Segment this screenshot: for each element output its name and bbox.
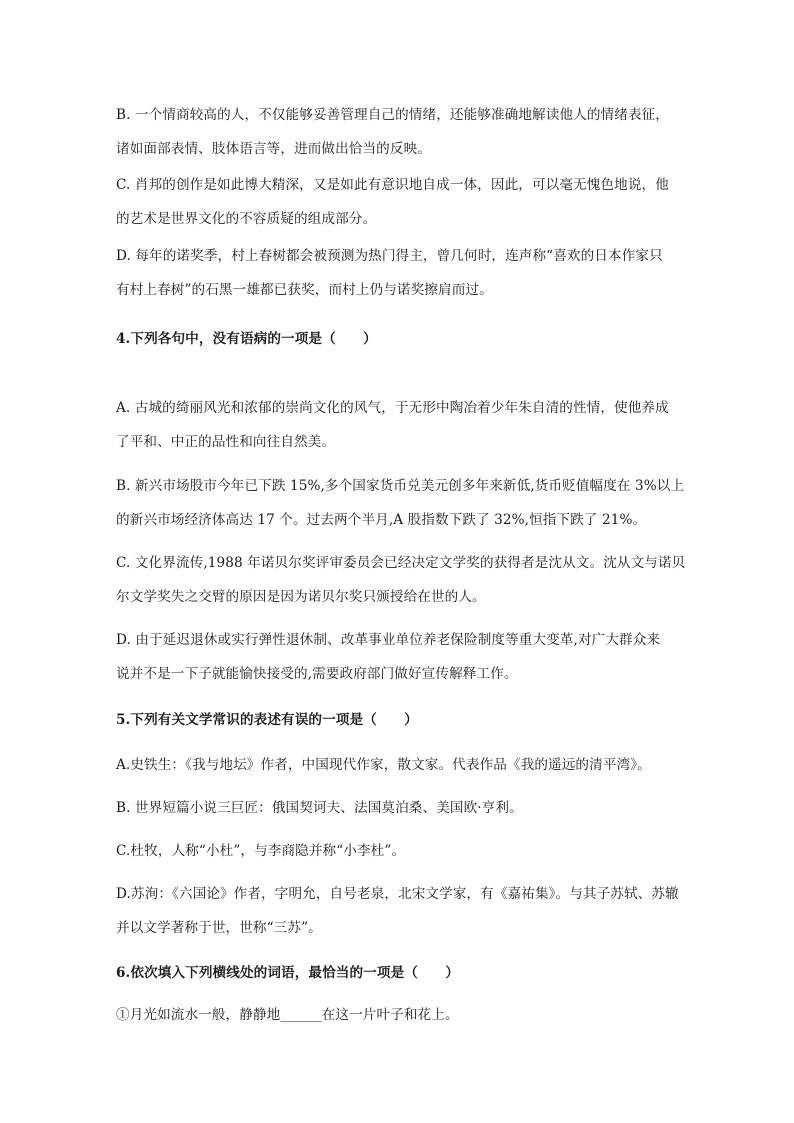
text-line: 并以文学著称于世，世称“三苏”。: [116, 920, 322, 936]
question-6-item-1: [116, 998, 682, 1032]
text-line: D. 由于延迟退休或实行弹性退休制、改革事业单位养老保险制度等重大变革,对广大群众来: [116, 632, 661, 648]
question-6-stem: [116, 956, 682, 990]
question-4-option-b: [116, 469, 685, 537]
text-line: C. 肖邦的创作是如此博大精深，又是如此有意识地自成一体，因此，可以毫无愧色地说，他: [116, 177, 669, 193]
question-5-option-a: [116, 748, 682, 782]
question-5-option-b: [116, 791, 682, 825]
text-line: 说并不是一下子就能愉快接受的,需要政府部门做好宣传解释工作。: [116, 666, 518, 682]
text-line: ①月光如流水一般，静静地______在这一片叶子和花上。: [116, 1007, 459, 1023]
text-line: 诸如面部表情、肢体语言等，进而做出恰当的反映。: [116, 141, 431, 157]
text-line: B. 世界短篇小说三巨匠：俄国契诃夫、法国莫泊桑、美国欧·亨利。: [116, 800, 523, 816]
text-line: D.苏洵：《六国论》作者，字明允，自号老泉，北宋文学家，有《嘉祐集》。与其子苏轼、苏辙: [116, 886, 679, 902]
question-5-stem: [116, 703, 682, 737]
text-line: A. 古城的绮丽风光和浓郁的崇尚文化的风气，于无形中陶冶着少年朱自清的性情，使他养成: [116, 400, 669, 416]
question-text: 6.依次填入下列横线处的词语，最恰当的一项是（ ）: [116, 965, 460, 981]
text-line: B. 一个情商较高的人，不仅能够妥善管理自己的情绪，还能够准确地解读他人的情绪表征，: [116, 107, 669, 123]
text-line: 了平和、中正的品性和向往自然美。: [116, 434, 336, 450]
text-line: B. 新兴市场股市今年已下跌 15%,多个国家货币兑美元创多年来新低,货币贬值幅度在 3%以上: [116, 478, 685, 494]
question-4-option-d: [116, 623, 682, 691]
question-3-option-d: [116, 239, 682, 307]
text-line: 的艺术是世界文化的不容质疑的组成部分。: [116, 211, 377, 227]
text-line: C. 文化界流传,1988 年诺贝尔奖评审委员会已经决定文学奖的获得者是沈从文。沈从文与诺贝: [116, 555, 686, 571]
text-line: 有村上春树”的石黑一雄都已获奖，而村上仍与诺奖擦肩而过。: [116, 282, 493, 298]
question-text: 5.下列有关文学常识的表述有误的一项是（ ）: [116, 712, 418, 728]
text-line: D. 每年的诺奖季，村上春树都会被预测为热门得主，曾几何时，连声称“喜欢的日本作家只: [116, 248, 663, 264]
question-4-option-c: [116, 546, 686, 614]
question-3-option-c: [116, 168, 682, 236]
text-line: 的新兴市场经济体高达 17 个。过去两个半月,A 股指数下跌了 32%,恒指下跌了 21%。: [116, 512, 647, 528]
question-5-option-c: [116, 834, 682, 868]
text-line: A.史铁生：《我与地坛》作者，中国现代作家，散文家。代表作品《我的遥远的清平湾》。: [116, 757, 651, 773]
question-4-option-a: [116, 391, 682, 459]
question-3-option-b: [116, 98, 682, 166]
text-line: C.杜牧，人称“小杜”，与李商隐并称“小李杜”。: [116, 843, 406, 859]
question-text: 4.下列各句中，没有语病的一项是（ ）: [116, 331, 377, 347]
text-line: 尔文学奖失之交臂的原因是因为诺贝尔奖只颁授给在世的人。: [116, 589, 486, 605]
question-5-option-d: [116, 877, 682, 945]
question-4-stem: [116, 322, 682, 356]
